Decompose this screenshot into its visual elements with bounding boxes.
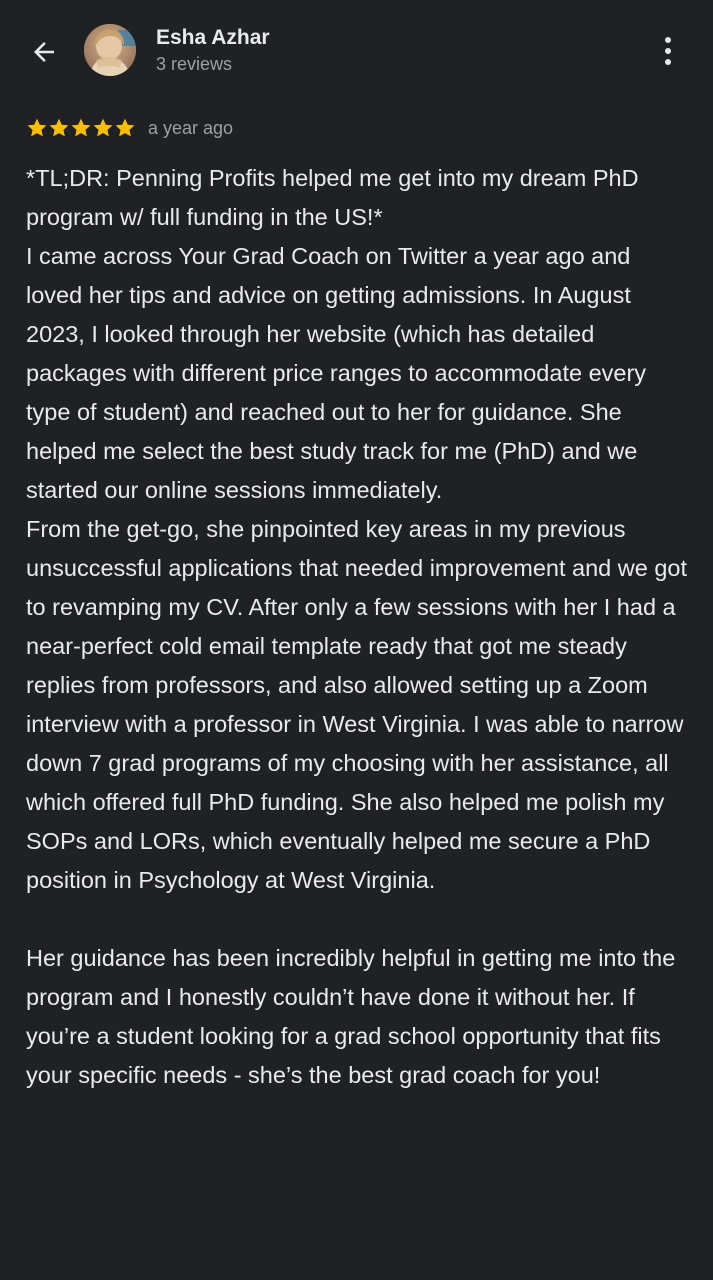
review-paragraph: I came across Your Grad Coach on Twitter a year ago and loved her tips and advice on getting admissions. In August 2023, I looked through her website (which has detailed packages with different price ranges to accommodate every type of student) and reached out to her for guidance. She helped me select the best study track for me (PhD) and we started our online sessions immediately. <box>26 243 647 503</box>
star-icon <box>26 117 48 139</box>
review-text <box>26 159 691 1095</box>
star-icon <box>92 117 114 139</box>
reviewer-name[interactable]: Esha Azhar <box>156 26 270 49</box>
star-rating <box>26 117 136 139</box>
rating-row <box>26 114 233 142</box>
star-icon <box>70 117 92 139</box>
review-paragraph: From the get-go, she pinpointed key areas in my previous unsuccessful applications that needed improvement and we got to revamping my CV. After only a few sessions with her I had a near-perfect cold email template ready that got me steady replies from professors, and also allowed setting up a Zoom interview with a professor in West Virginia. I was able to narrow down 7 grad programs of my choosing with her assistance, all which offered full PhD funding. She also helped me polish my SOPs and LORs, which eventually helped me secure a PhD position in Psychology at West Virginia. <box>26 516 688 893</box>
paragraph-spacer <box>26 900 691 939</box>
more-vert-icon <box>663 36 673 66</box>
app-header <box>0 0 713 100</box>
star-icon <box>48 117 70 139</box>
review-paragraph: Her guidance has been incredibly helpful in getting me into the program and I honestly couldn’t have done it without her. If you’re a student looking for a grad school opportunity that fits your specific needs - she’s the best grad coach for you! <box>26 945 676 1088</box>
review-paragraph: *TL;DR: Penning Profits helped me get into my dream PhD program w/ full funding in the US!* <box>26 165 639 230</box>
review-time: a year ago <box>148 117 234 138</box>
avatar[interactable] <box>84 24 136 76</box>
arrow-back-icon <box>29 37 59 67</box>
more-options-button[interactable] <box>648 28 688 74</box>
back-button[interactable] <box>22 30 66 74</box>
reviewer-review-count: 3 reviews <box>156 54 233 74</box>
star-icon <box>114 117 136 139</box>
avatar-image <box>84 24 136 76</box>
